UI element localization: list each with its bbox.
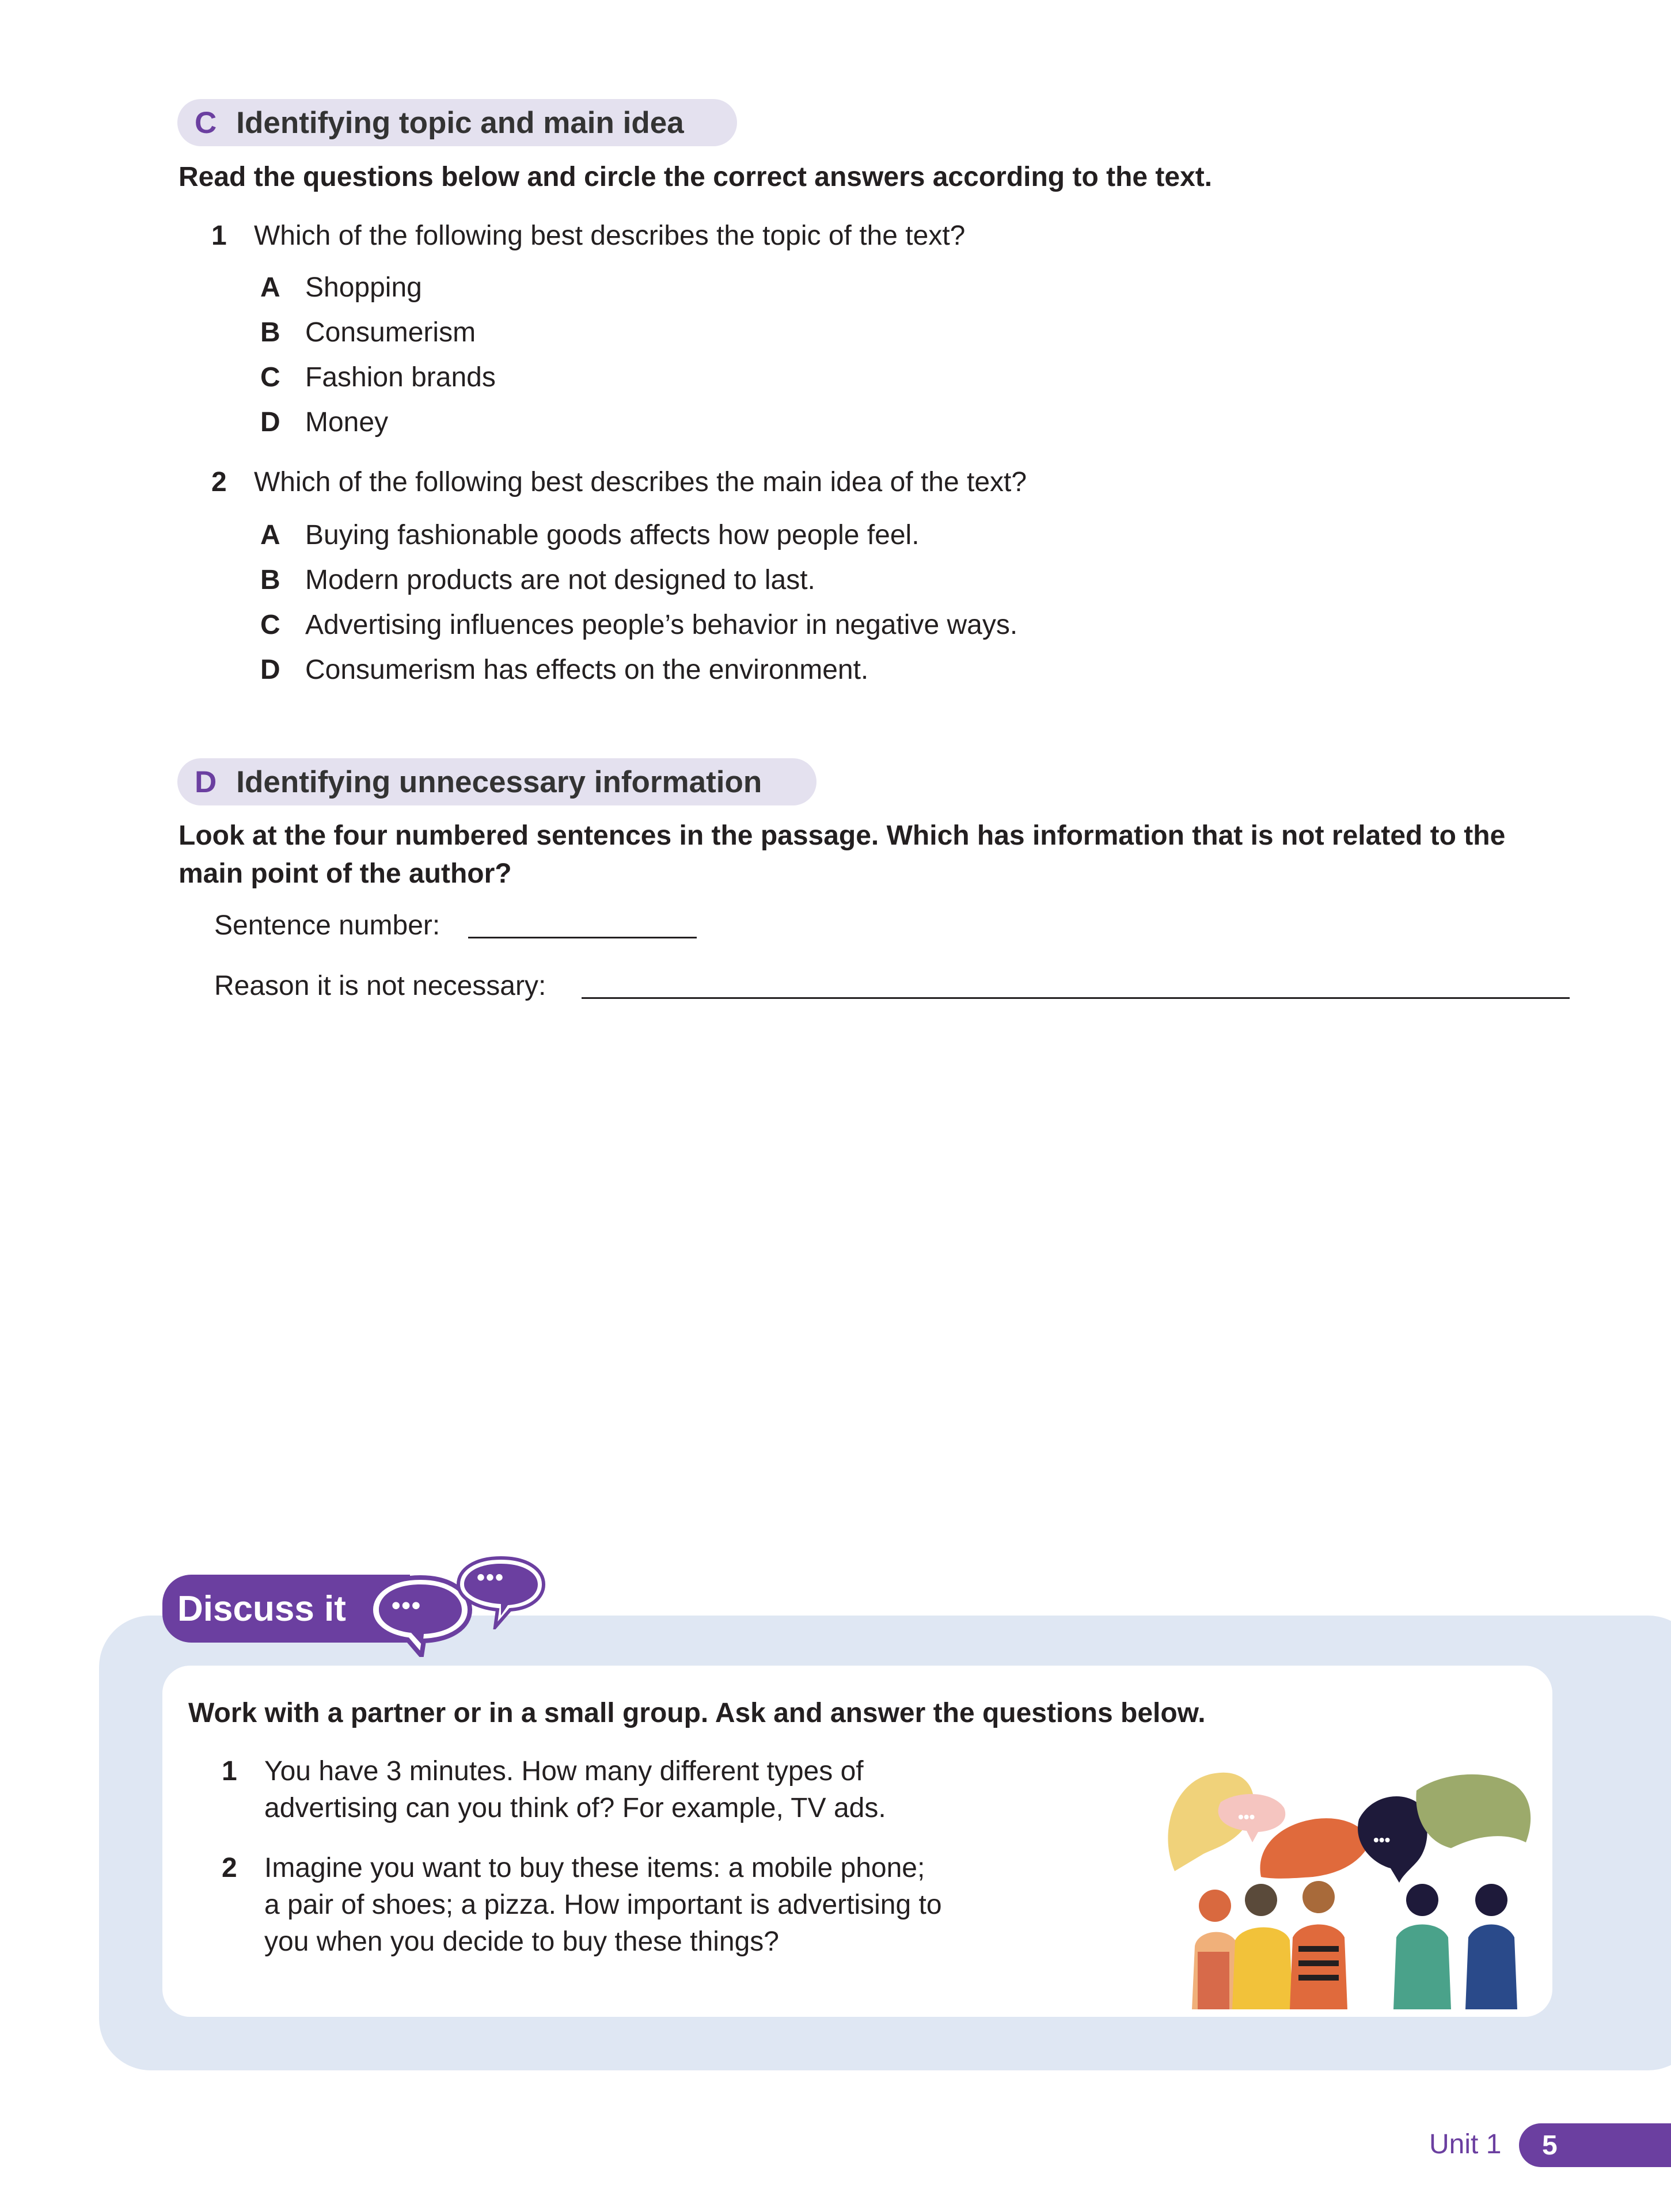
- option-text: Shopping: [305, 272, 422, 303]
- question-2: [211, 465, 1027, 500]
- option-letter: B: [260, 317, 280, 348]
- section-d-instruction-line1: Look at the four numbered sentences in the passage. Which has information that is not related to the: [179, 820, 1506, 851]
- section-c-letter: C: [195, 105, 217, 140]
- option-letter: C: [260, 610, 280, 640]
- sentence-number-label: Sentence number:: [214, 910, 440, 941]
- option-text: Advertising influences people’s behavior in negative ways.: [305, 610, 1018, 640]
- option-text: Consumerism has effects on the environment.: [305, 655, 869, 685]
- question-text: Which of the following best describes the topic of the text?: [254, 221, 966, 251]
- option-1c[interactable]: [260, 360, 496, 395]
- option-text: Money: [305, 407, 389, 438]
- footer-page-number: [1519, 2123, 1671, 2167]
- question-line: a pair of shoes; a pizza. How important is advertising to: [264, 1890, 942, 1920]
- discuss-it-label: Discuss it: [177, 1588, 346, 1629]
- footer-unit-label: Unit 1: [1429, 2129, 1502, 2160]
- question-number: 1: [222, 1756, 237, 1787]
- option-text: Buying fashionable goods affects how people feel.: [305, 520, 920, 550]
- option-letter: D: [260, 407, 280, 438]
- section-d-instruction-line2: main point of the author?: [179, 858, 512, 889]
- option-text: Consumerism: [305, 317, 476, 348]
- question-line: advertising can you think of? For example, TV ads.: [264, 1793, 886, 1823]
- discuss-instruction: Work with a partner or in a small group. Ask and answer the questions below.: [188, 1698, 1206, 1728]
- question-number: 2: [222, 1853, 237, 1883]
- option-1d[interactable]: [260, 405, 388, 440]
- option-letter: A: [260, 272, 280, 303]
- option-letter: D: [260, 655, 280, 685]
- option-1a[interactable]: [260, 271, 422, 305]
- bubble-dots-right: •••: [477, 1565, 505, 1590]
- section-c-heading: [177, 99, 737, 146]
- bubble-dots-left: •••: [392, 1591, 422, 1620]
- option-letter: A: [260, 520, 280, 550]
- question-1: [211, 219, 965, 253]
- sentence-number-field[interactable]: [468, 937, 697, 938]
- reason-field[interactable]: [582, 997, 1570, 999]
- question-number: 1: [211, 221, 227, 251]
- option-text: Modern products are not designed to last.: [305, 565, 815, 595]
- question-line: You have 3 minutes. How many different types of: [264, 1756, 864, 1787]
- page-number: 5: [1542, 2130, 1558, 2161]
- svg-text:•••: •••: [1373, 1831, 1391, 1849]
- section-d-title: Identifying unnecessary information: [236, 765, 762, 799]
- question-line: you when you decide to buy these things?: [264, 1926, 779, 1957]
- option-2b[interactable]: [260, 563, 815, 598]
- question-line: Imagine you want to buy these items: a mobile phone;: [264, 1853, 925, 1883]
- option-letter: C: [260, 362, 280, 393]
- option-2d[interactable]: [260, 653, 868, 687]
- svg-text:•••: •••: [1238, 1808, 1255, 1826]
- people-talking-illustration: [1152, 1756, 1543, 2009]
- reason-label: Reason it is not necessary:: [214, 971, 546, 1001]
- speech-bubble-icon: [455, 1555, 547, 1629]
- option-text: Fashion brands: [305, 362, 496, 393]
- section-c-instruction: Read the questions below and circle the correct answers according to the text.: [179, 162, 1213, 192]
- section-d-heading: [177, 758, 816, 805]
- section-c-title: Identifying topic and main idea: [236, 105, 684, 140]
- option-2a[interactable]: [260, 518, 920, 553]
- option-1b[interactable]: [260, 316, 476, 350]
- section-d-letter: D: [195, 765, 217, 799]
- question-text: Which of the following best describes the main idea of the text?: [254, 467, 1027, 497]
- question-number: 2: [211, 467, 227, 497]
- option-2c[interactable]: [260, 608, 1017, 643]
- option-letter: B: [260, 565, 280, 595]
